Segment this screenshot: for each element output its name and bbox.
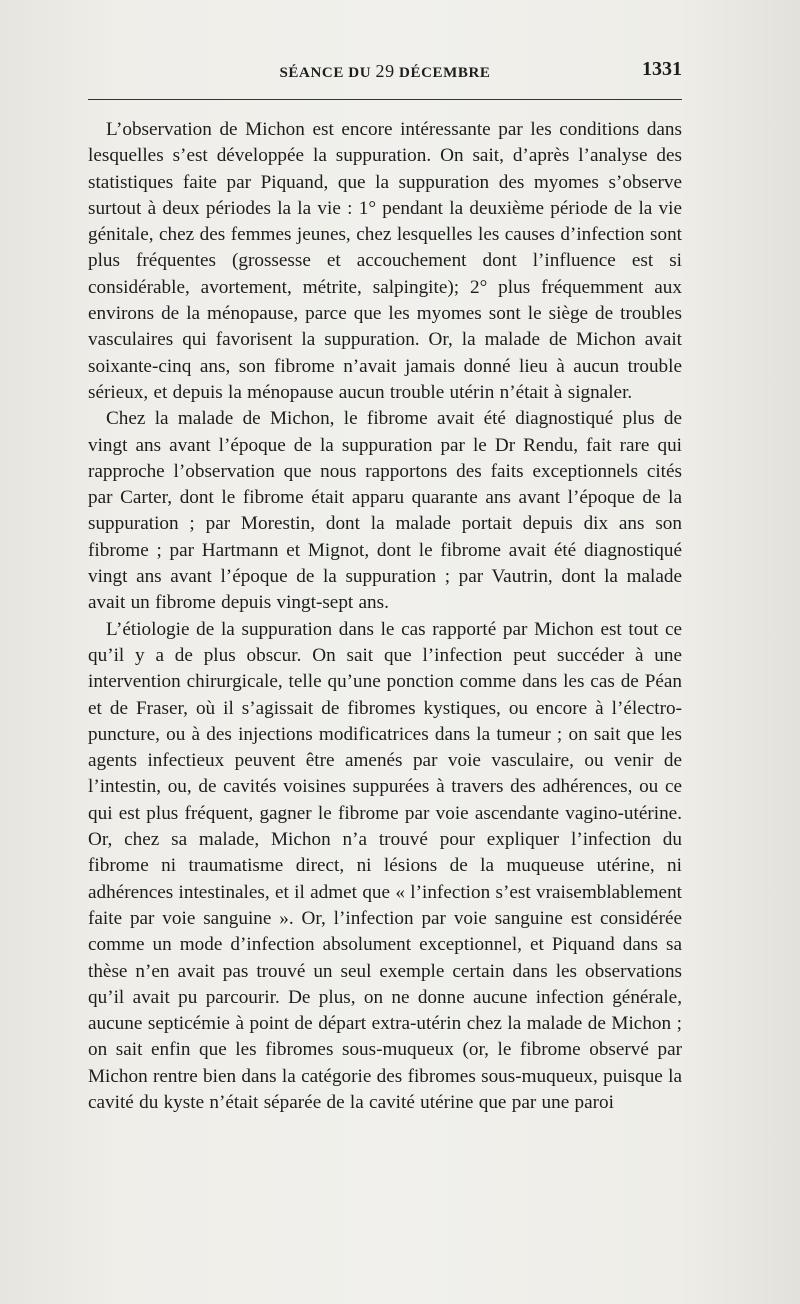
paragraph: L’observation de Michon est encore intéressante par les conditions dans lesquelles s’est développée la suppuration. On sait, d’après l’analyse des statistiques faite par Piquand, que la suppuration des myomes s’observe surtout à deux périodes la la vie : 1° pendant la deuxième période de la vie génitale, chez des femmes jeunes, chez lesquelles les causes d’infection sont plus fréquentes (grossesse et accouchement dont l’influence est si considérable, avortement, métrite, salpingite); 2° plus fréquemment aux environs de la ménopause, parce que les myomes sont le siège de troubles vasculaires qui favorisent la suppuration. Or, la malade de Michon avait soixante-cinq ans, son fibrome n’avait jamais donné lieu à aucun trouble sérieux, et depuis la ménopause aucun trouble utérin n’était à signaler.: [88, 119, 682, 403]
paragraph: L’étiologie de la suppuration dans le cas rapporté par Michon est tout ce qu’il y a de plus obscur. On sait que l’infection peut succéder à une intervention chirurgicale, telle qu’une ponction comme dans les cas de Péan et de Fraser, où il s’agissait de fibromes kystiques, ou encore à l’électro-puncture, ou à des injections modificatrices dans la tumeur ; on sait que les agents infectieux peuvent être amenés par voie vasculaire, ou venir de l’intestin, ou, de cavités voisines suppurées à travers des adhérences, ou ce qui est plus fréquent, gagner le fibrome par voie ascendante vagino-utérine. Or, chez sa malade, Michon n’a trouvé pour expliquer l’infection du fibrome ni traumatisme direct, ni lésions de la muqueuse utérine, ni adhérences intestinales, et il admet que « l’infection s’est vraisemblablement faite par voie sanguine ». Or, l’infection par voie sanguine est considérée comme un mode d’infection absolument exceptionnel, et Piquand dans sa thèse n’en avait pas trouvé un seul exemple certain dans les observations qu’il avait pu parcourir. De plus, on ne donne aucune infection générale, aucune septicémie à point de départ extra-utérin chez la malade de Michon ; on sait enfin que les fibromes sous-muqueux (or, le fibrome observé par Michon rentre bien dans la catégorie des fibromes sous-muqueux, puisque la cavité du kyste n’était séparée de la cavité utérine que par une paroi: [88, 618, 682, 1113]
header-rule: [88, 99, 682, 100]
running-head-title-suffix: DÉCEMBRE: [394, 65, 491, 81]
page-number: 1331: [642, 58, 682, 80]
running-head-day: 29: [375, 61, 395, 81]
running-head: [88, 58, 682, 84]
body-text: [88, 117, 682, 1116]
running-head-title: [88, 61, 682, 82]
paragraph: Chez la malade de Michon, le fibrome avait été diagnostiqué plus de vingt ans avant l’époque de la suppuration par le Dr Rendu, fait rare qui rapproche l’observation que nous rapportons des faits exceptionnels cités par Carter, dont le fibrome était apparu quarante ans avant l’époque de la suppuration ; par Morestin, dont la malade portait depuis dix ans son fibrome ; par Hartmann et Mignot, dont le fibrome avait été diagnostiqué vingt ans avant l’époque de la suppuration ; par Vautrin, dont la malade avait un fibrome depuis vingt-sept ans.: [88, 408, 682, 614]
running-head-title-prefix: SÉANCE DU: [279, 65, 376, 81]
